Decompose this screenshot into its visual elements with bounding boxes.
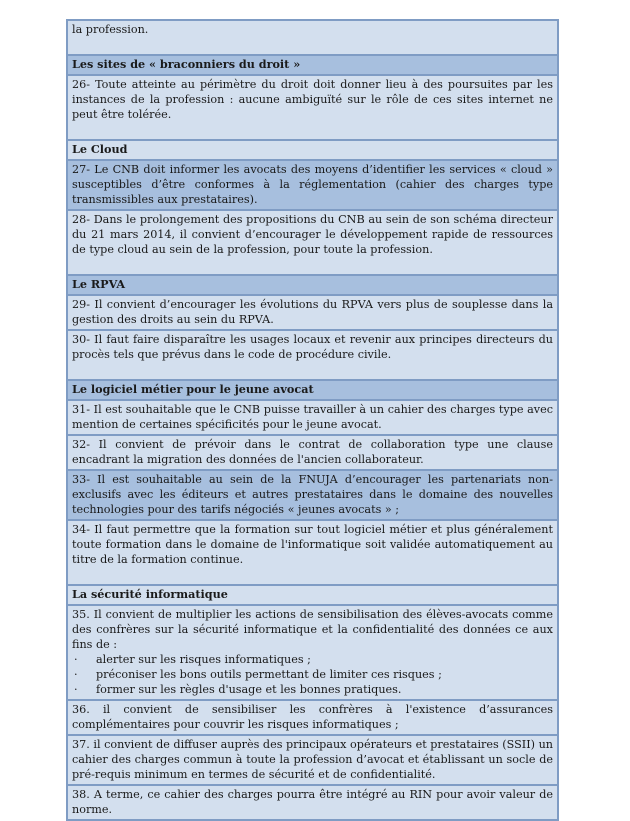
bullet-item <box>72 682 553 697</box>
recommendation-37 <box>68 736 557 786</box>
recommendation-30 <box>68 331 557 381</box>
bullet-item <box>72 667 553 682</box>
heading-text: La sécurité informatique <box>72 587 228 601</box>
row-text: 28- Dans le prolongement des propositions du CNB au sein de son schéma directeur du 21 mars 2014, il convient d’encourager le développement rapide de ressources de type cloud au sein de la profession, pour toute la profession. <box>72 213 553 256</box>
row-text: 35. Il convient de multiplier les actions de sensibilisation des élèves-avocats comme des confrères sur la sécurité informatique et la confidentialité des données ce aux fins de : <box>72 608 553 651</box>
row-text: 36. il convient de sensibiliser les confrères à l'existence d’assurances complémentaires pour couvrir les risques informatiques ; <box>72 703 553 731</box>
recommendation-38 <box>68 786 557 819</box>
recommendation-35 <box>68 606 557 701</box>
heading-text: Le Cloud <box>72 142 128 156</box>
row-text: 27- Le CNB doit informer les avocats des moyens d’identifier les services « cloud » susceptibles d’être conformes à la réglementation (cahier des charges type transmissibles aux prestataires). <box>72 163 553 206</box>
recommendation-28 <box>68 211 557 276</box>
heading-text: Les sites de « braconniers du droit » <box>72 57 301 71</box>
recommendations-table <box>66 19 559 821</box>
recommendation-27 <box>68 161 557 211</box>
continuation-row <box>68 21 557 56</box>
section-heading-rpva <box>68 276 557 296</box>
row-text: 31- Il est souhaitable que le CNB puisse travailler à un cahier des charges type avec mention de certaines spécificités pour le jeune avocat. <box>72 403 553 431</box>
bullet-text: alerter sur les risques informatiques ; <box>96 653 311 666</box>
bullet-icon: · <box>74 653 78 666</box>
recommendation-36 <box>68 701 557 736</box>
bullet-item <box>72 652 553 667</box>
bullet-text: former sur les règles d'usage et les bonnes pratiques. <box>96 683 402 696</box>
recommendation-33 <box>68 471 557 521</box>
recommendation-26 <box>68 76 557 141</box>
section-heading-braconniers <box>68 56 557 76</box>
bullet-icon: · <box>74 683 78 696</box>
bullet-icon: · <box>74 668 78 681</box>
recommendation-31 <box>68 401 557 436</box>
heading-text: Le RPVA <box>72 277 126 291</box>
row-text: 30- Il faut faire disparaître les usages locaux et revenir aux principes directeurs du procès tels que prévus dans le code de procédure civile. <box>72 333 553 361</box>
heading-text: Le logiciel métier pour le jeune avocat <box>72 382 314 396</box>
row-text: la profession. <box>72 23 149 36</box>
section-heading-logiciel-metier <box>68 381 557 401</box>
bullet-text: préconiser les bons outils permettant de limiter ces risques ; <box>96 668 442 681</box>
row-text: 29- Il convient d’encourager les évolutions du RPVA vers plus de souplesse dans la gestion des droits au sein du RPVA. <box>72 298 553 326</box>
row-text: 33- Il est souhaitable au sein de la FNUJA d’encourager les partenariats non-exclusifs avec les éditeurs et autres prestataires dans le domaine des nouvelles technologies pour des tarifs négociés « jeunes avocats » ; <box>72 473 553 516</box>
recommendation-32 <box>68 436 557 471</box>
row-text: 26- Toute atteinte au périmètre du droit doit donner lieu à des poursuites par les instances de la profession : aucune ambiguïté sur le rôle de ces sites internet ne peut être tolérée. <box>72 78 553 121</box>
section-heading-securite <box>68 586 557 606</box>
row-text: 37. il convient de diffuser auprès des principaux opérateurs et prestataires (SSII) un cahier des charges commun à toute la profession d’avocat et établissant un socle de pré-requis minimum en termes de sécurité et de confidentialité. <box>72 738 553 781</box>
section-heading-cloud <box>68 141 557 161</box>
row-text: 34- Il faut permettre que la formation sur tout logiciel métier et plus généralement toute formation dans le domaine de l'informatique soit validée automatiquement au titre de la formation continue. <box>72 523 553 566</box>
row-text: 32- Il convient de prévoir dans le contrat de collaboration type une clause encadrant la migration des données de l'ancien collaborateur. <box>72 438 553 466</box>
row-text: 38. A terme, ce cahier des charges pourra être intégré au RIN pour avoir valeur de norme. <box>72 788 553 816</box>
recommendation-29 <box>68 296 557 331</box>
recommendation-34 <box>68 521 557 586</box>
